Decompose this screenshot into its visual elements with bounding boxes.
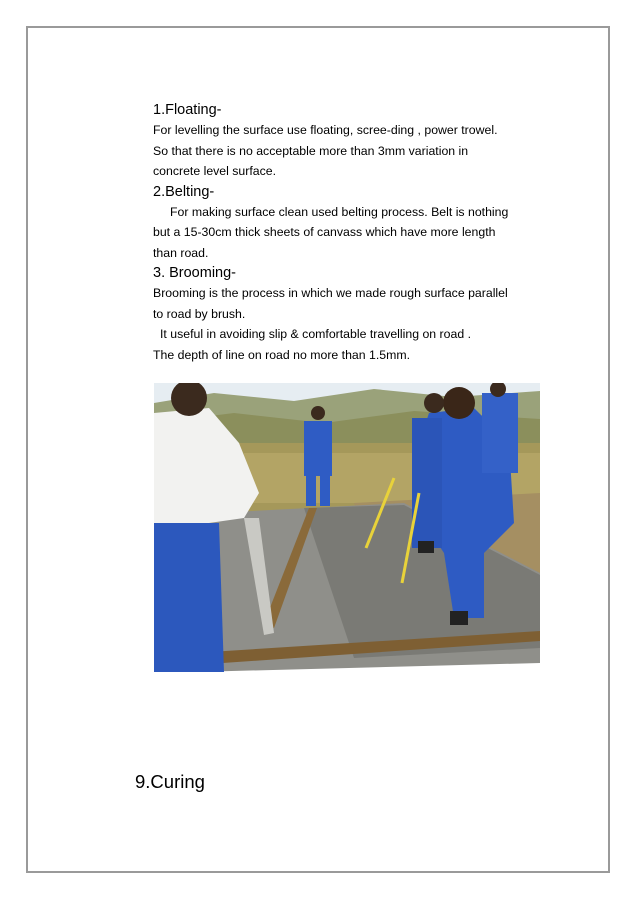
curing-section-title: 9.Curing xyxy=(135,771,205,792)
brooming-heading: 3. Brooming- xyxy=(153,265,237,281)
belting-heading: 2.Belting- xyxy=(153,183,215,200)
brooming-line-2: to road by brush. xyxy=(153,306,246,321)
floating-line-1: For levelling the surface use floating, scree-ding , power trowel. xyxy=(153,123,498,137)
photo-workers-levelling-concrete-icon xyxy=(154,383,540,672)
floating-line-2: So that there is no acceptable more than 3mm variation in xyxy=(153,143,469,158)
floating-heading: 1.Floating- xyxy=(153,102,222,118)
construction-photo xyxy=(154,383,540,672)
document-body xyxy=(153,100,573,365)
belting-line-1: For making surface clean used belting process. Belt is nothing xyxy=(170,204,509,219)
floating-line-3: concrete level surface. xyxy=(153,164,277,178)
belting-line-2: but a 15-30cm thick sheets of canvass which have more length xyxy=(153,225,496,239)
brooming-line-3: It useful in avoiding slip & comfortable travelling on road . xyxy=(160,327,472,341)
belting-line-3: than road. xyxy=(153,245,209,260)
brooming-line-4: The depth of line on road no more than 1.5mm. xyxy=(153,347,411,362)
brooming-line-1: Brooming is the process in which we made rough surface parallel xyxy=(153,286,508,300)
